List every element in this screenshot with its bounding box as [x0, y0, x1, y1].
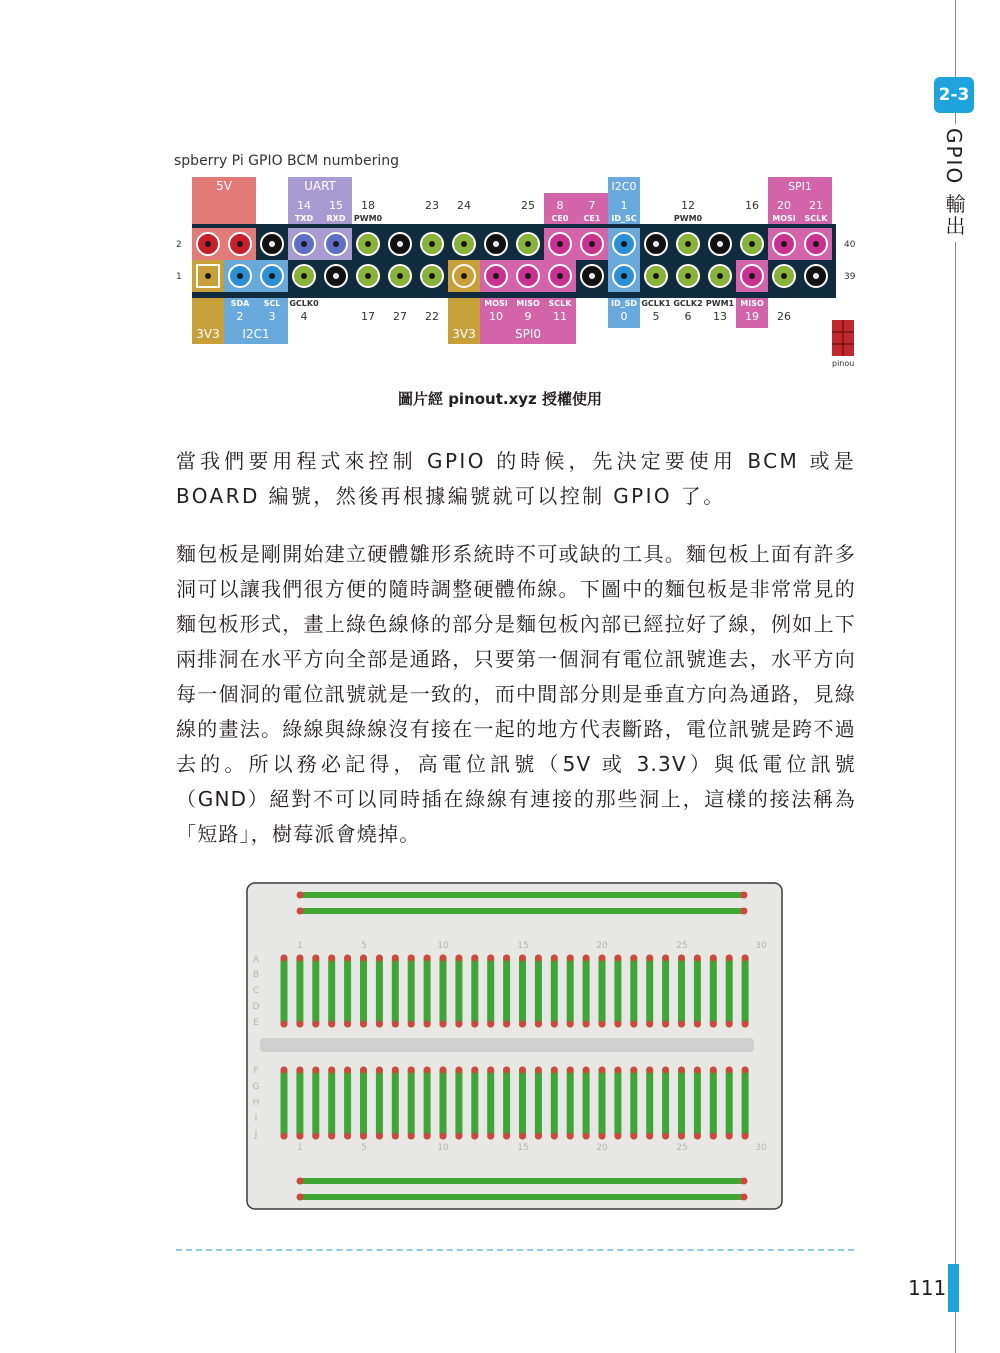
- terminal-end-hole: [360, 1067, 367, 1074]
- terminal-end-hole: [583, 1021, 590, 1028]
- terminal-end-hole: [392, 1021, 399, 1028]
- terminal-end-hole: [408, 1067, 415, 1074]
- rail-end-hole: [297, 1194, 304, 1201]
- row-letter: H: [252, 1098, 260, 1108]
- terminal-end-hole: [535, 1133, 542, 1140]
- terminal-end-hole: [742, 955, 749, 962]
- col-num-top: 30: [755, 941, 767, 951]
- rail-end-hole: [297, 1178, 304, 1185]
- terminal-end-hole: [392, 1067, 399, 1074]
- terminal-end-hole: [519, 1133, 526, 1140]
- gpio-pin-hole: [717, 273, 723, 279]
- col-num-bottom: 10: [437, 1143, 449, 1153]
- col-num-bottom: 1: [297, 1143, 303, 1153]
- gpio-pin-hole: [301, 241, 307, 247]
- pinout-logo-text: pinou: [832, 359, 855, 368]
- terminal-end-hole: [646, 1021, 653, 1028]
- rail-end-hole: [741, 1178, 748, 1185]
- top-num: 12: [681, 199, 695, 212]
- gpio-pin-hole: [653, 241, 659, 247]
- col-num-bottom: 30: [755, 1143, 767, 1153]
- col-num-top: 15: [517, 941, 529, 951]
- footer-dashed-rule: [176, 1249, 854, 1251]
- terminal-end-hole: [567, 1067, 574, 1074]
- terminal-end-hole: [296, 1133, 303, 1140]
- top-func: ID_SC: [611, 214, 637, 223]
- terminal-end-hole: [440, 955, 447, 962]
- bottom-func: SCL: [263, 299, 281, 308]
- col-num-bottom: 25: [676, 1143, 688, 1153]
- gpio-pin-hole: [461, 273, 467, 279]
- gpio-pin-hole: [429, 241, 435, 247]
- terminal-end-hole: [424, 1021, 431, 1028]
- row-letter: J: [254, 1130, 258, 1140]
- terminal-end-hole: [408, 1133, 415, 1140]
- gpio-pin-hole: [397, 273, 403, 279]
- label-3v3-a: 3V3: [196, 327, 220, 341]
- terminal-end-hole: [440, 1021, 447, 1028]
- terminal-end-hole: [678, 1067, 685, 1074]
- top-func: PWM0: [673, 214, 703, 223]
- terminal-end-hole: [376, 1021, 383, 1028]
- terminal-end-hole: [710, 955, 717, 962]
- breadboard-figure: [246, 882, 784, 1212]
- terminal-end-hole: [360, 1133, 367, 1140]
- bottom-func: SCLK: [548, 299, 572, 308]
- bottom-num: 0: [620, 310, 628, 323]
- terminal-end-hole: [281, 1067, 288, 1074]
- terminal-end-hole: [599, 955, 606, 962]
- bottom-num: 11: [553, 310, 567, 323]
- terminal-end-hole: [471, 1067, 478, 1074]
- gpio-pin-hole: [589, 241, 595, 247]
- terminal-end-hole: [296, 1021, 303, 1028]
- terminal-end-hole: [551, 1067, 558, 1074]
- terminal-end-hole: [662, 1067, 669, 1074]
- page-marker: [948, 1264, 959, 1312]
- gpio-pin-hole: [525, 241, 531, 247]
- gpio-pin-hole: [781, 273, 787, 279]
- terminal-end-hole: [694, 1067, 701, 1074]
- rail-end-hole: [297, 908, 304, 915]
- gpio-pin-hole: [365, 273, 371, 279]
- gpio-pin-hole: [493, 241, 499, 247]
- rail-end-hole: [297, 892, 304, 899]
- terminal-end-hole: [583, 1133, 590, 1140]
- pin-label-40: 40: [844, 240, 856, 250]
- top-num: 15: [329, 199, 343, 212]
- label-spi0: SPI0: [514, 327, 542, 341]
- top-func: SCLK: [804, 214, 828, 223]
- terminal-end-hole: [726, 1133, 733, 1140]
- gpio-pin-hole: [461, 241, 467, 247]
- terminal-end-hole: [535, 1067, 542, 1074]
- terminal-end-hole: [599, 1067, 606, 1074]
- gpio-pin-hole: [749, 273, 755, 279]
- top-num: 8: [556, 199, 564, 212]
- top-func: TXD: [294, 214, 314, 223]
- chapter-title: GPIO 輸出: [940, 124, 969, 242]
- terminal-end-hole: [281, 1133, 288, 1140]
- terminal-end-hole: [376, 1133, 383, 1140]
- gpio-pin-hole: [813, 273, 819, 279]
- top-num: 14: [297, 199, 311, 212]
- terminal-end-hole: [694, 1133, 701, 1140]
- row-letter: F: [253, 1066, 259, 1076]
- gpio-pin-hole: [397, 241, 403, 247]
- row-letter: B: [252, 970, 260, 980]
- terminal-end-hole: [742, 1133, 749, 1140]
- terminal-end-hole: [583, 955, 590, 962]
- terminal-end-hole: [408, 955, 415, 962]
- bottom-num: 9: [524, 310, 532, 323]
- gpio-pin-hole: [621, 273, 627, 279]
- paragraph-gpio: 當我們要用程式來控制 GPIO 的時候，先決定要使用 BCM 或是 BOARD 編號，然後再根據編號就可以控制 GPIO 了。: [176, 449, 856, 508]
- label-i2c1: I2C1: [242, 327, 270, 341]
- terminal-end-hole: [710, 1021, 717, 1028]
- terminal-end-hole: [281, 1021, 288, 1028]
- gpio-pin-hole: [557, 273, 563, 279]
- col-num-top: 5: [361, 941, 367, 951]
- gpio-pin-hole: [237, 273, 243, 279]
- pin-label-2: 2: [176, 240, 182, 250]
- terminal-end-hole: [742, 1021, 749, 1028]
- terminal-end-hole: [360, 955, 367, 962]
- terminal-end-hole: [614, 1067, 621, 1074]
- terminal-end-hole: [328, 1021, 335, 1028]
- terminal-end-hole: [503, 955, 510, 962]
- terminal-end-hole: [503, 1133, 510, 1140]
- terminal-end-hole: [614, 955, 621, 962]
- gpio-pin-hole: [813, 241, 819, 247]
- top-num: 18: [361, 199, 375, 212]
- terminal-end-hole: [614, 1021, 621, 1028]
- terminal-end-hole: [487, 955, 494, 962]
- terminal-end-hole: [487, 1021, 494, 1028]
- terminal-end-hole: [519, 1067, 526, 1074]
- terminal-end-hole: [344, 1067, 351, 1074]
- top-num: 21: [809, 199, 823, 212]
- bottom-func: MISO: [516, 299, 540, 308]
- gpio-pin-hole: [685, 273, 691, 279]
- terminal-end-hole: [376, 955, 383, 962]
- terminal-end-hole: [710, 1067, 717, 1074]
- terminal-end-hole: [519, 1021, 526, 1028]
- terminal-end-hole: [455, 1133, 462, 1140]
- gpio-pin-hole: [557, 241, 563, 247]
- terminal-end-hole: [726, 1067, 733, 1074]
- gpio-pin-hole: [365, 241, 371, 247]
- terminal-end-hole: [440, 1067, 447, 1074]
- top-num: 7: [588, 199, 596, 212]
- terminal-end-hole: [646, 1133, 653, 1140]
- terminal-end-hole: [551, 1133, 558, 1140]
- page-number: 111: [908, 1276, 947, 1300]
- label-uart: UART: [304, 179, 336, 193]
- bottom-num: 17: [361, 310, 375, 323]
- terminal-end-hole: [583, 1067, 590, 1074]
- pinout-title: spberry Pi GPIO BCM numbering: [174, 153, 399, 169]
- bottom-num: 3: [268, 310, 276, 323]
- gpio-pin-hole: [717, 241, 723, 247]
- top-num: 23: [425, 199, 439, 212]
- bottom-num: 2: [236, 310, 244, 323]
- bottom-func: GCLK1: [641, 299, 671, 308]
- label-i2c0: I2C0: [611, 180, 637, 193]
- terminal-end-hole: [694, 955, 701, 962]
- terminal-end-hole: [312, 1021, 319, 1028]
- gpio-pin-hole: [653, 273, 659, 279]
- terminal-end-hole: [296, 1067, 303, 1074]
- gpio-pin-hole: [621, 241, 627, 247]
- terminal-end-hole: [312, 1133, 319, 1140]
- terminal-end-hole: [630, 1021, 637, 1028]
- bottom-num: 5: [652, 310, 660, 323]
- terminal-end-hole: [599, 1021, 606, 1028]
- top-num: 25: [521, 199, 535, 212]
- pin-label-39: 39: [844, 272, 856, 282]
- gpio-pin-hole: [589, 273, 595, 279]
- terminal-end-hole: [344, 1133, 351, 1140]
- top-num: 20: [777, 199, 791, 212]
- rail-end-hole: [741, 892, 748, 899]
- terminal-end-hole: [678, 1133, 685, 1140]
- top-func: RXD: [326, 214, 346, 223]
- terminal-end-hole: [678, 1021, 685, 1028]
- gpio-pin-hole: [429, 273, 435, 279]
- label-3v3-b: 3V3: [452, 327, 476, 341]
- rail-end-hole: [741, 1194, 748, 1201]
- row-letter: E: [253, 1018, 259, 1028]
- terminal-end-hole: [424, 1067, 431, 1074]
- gpio-pin-hole: [749, 241, 755, 247]
- terminal-end-hole: [455, 1067, 462, 1074]
- terminal-end-hole: [630, 1067, 637, 1074]
- breadboard-center-channel: [260, 1038, 754, 1052]
- terminal-end-hole: [424, 1133, 431, 1140]
- terminal-end-hole: [328, 955, 335, 962]
- gpio-pin-hole: [493, 273, 499, 279]
- top-num: 24: [457, 199, 471, 212]
- terminal-end-hole: [455, 955, 462, 962]
- row-letter: D: [252, 1002, 260, 1012]
- bottom-func: GCLK2: [673, 299, 703, 308]
- terminal-end-hole: [614, 1133, 621, 1140]
- rail-end-hole: [741, 908, 748, 915]
- terminal-end-hole: [376, 1067, 383, 1074]
- gpio-pin-hole: [269, 273, 275, 279]
- gpio-pin-hole: [333, 273, 339, 279]
- col-num-top: 10: [437, 941, 449, 951]
- col-num-top: 20: [596, 941, 608, 951]
- terminal-end-hole: [344, 955, 351, 962]
- row-letter: C: [252, 986, 260, 996]
- terminal-end-hole: [312, 1067, 319, 1074]
- terminal-end-hole: [662, 1133, 669, 1140]
- row-letter: G: [252, 1082, 260, 1092]
- terminal-end-hole: [487, 1067, 494, 1074]
- terminal-end-hole: [726, 1021, 733, 1028]
- terminal-end-hole: [630, 955, 637, 962]
- terminal-end-hole: [360, 1021, 367, 1028]
- bottom-func: PWM1: [705, 299, 735, 308]
- top-func: CE0: [551, 214, 569, 223]
- bottom-num: 13: [713, 310, 727, 323]
- chapter-badge: 2-3: [934, 77, 974, 113]
- row-letter: A: [252, 955, 260, 965]
- bottom-num: 6: [684, 310, 692, 323]
- top-func: MOSI: [772, 214, 796, 223]
- gpio-pin-hole: [525, 273, 531, 279]
- terminal-end-hole: [662, 1021, 669, 1028]
- top-func: PWM0: [353, 214, 383, 223]
- terminal-end-hole: [440, 1133, 447, 1140]
- terminal-end-hole: [408, 1021, 415, 1028]
- gpio-pin-hole: [333, 241, 339, 247]
- row-letter: I: [254, 1114, 258, 1124]
- gpio-pin-hole: [269, 241, 275, 247]
- terminal-end-hole: [424, 955, 431, 962]
- terminal-end-hole: [694, 1021, 701, 1028]
- top-num: 1: [620, 199, 628, 212]
- bottom-func: ID_SD: [610, 299, 638, 308]
- terminal-end-hole: [296, 955, 303, 962]
- col-num-top: 25: [676, 941, 688, 951]
- terminal-end-hole: [392, 955, 399, 962]
- top-func: CE1: [583, 214, 601, 223]
- pin-label-1: 1: [176, 272, 182, 282]
- bottom-func: MISO: [740, 299, 764, 308]
- top-num: 16: [745, 199, 759, 212]
- col-num-bottom: 20: [596, 1143, 608, 1153]
- terminal-end-hole: [599, 1133, 606, 1140]
- terminal-end-hole: [646, 1067, 653, 1074]
- bottom-num: 19: [745, 310, 759, 323]
- terminal-end-hole: [328, 1133, 335, 1140]
- terminal-end-hole: [455, 1021, 462, 1028]
- bottom-func: SDA: [230, 299, 250, 308]
- bottom-func: GCLK0: [289, 299, 319, 308]
- terminal-end-hole: [503, 1021, 510, 1028]
- figure-caption: 圖片經 pinout.xyz 授權使用: [397, 390, 603, 408]
- terminal-end-hole: [328, 1067, 335, 1074]
- terminal-end-hole: [281, 955, 288, 962]
- terminal-end-hole: [471, 955, 478, 962]
- terminal-end-hole: [551, 955, 558, 962]
- terminal-end-hole: [726, 955, 733, 962]
- gpio-pin-hole: [205, 273, 211, 279]
- gpio-pin-hole: [781, 241, 787, 247]
- bottom-num: 27: [393, 310, 407, 323]
- col-num-bottom: 15: [517, 1143, 529, 1153]
- terminal-end-hole: [471, 1133, 478, 1140]
- terminal-end-hole: [551, 1021, 558, 1028]
- terminal-end-hole: [312, 955, 319, 962]
- terminal-end-hole: [630, 1133, 637, 1140]
- terminal-end-hole: [471, 1021, 478, 1028]
- terminal-end-hole: [646, 955, 653, 962]
- terminal-end-hole: [678, 955, 685, 962]
- gpio-pinout-figure: [170, 148, 860, 370]
- terminal-end-hole: [710, 1133, 717, 1140]
- gpio-pin-hole: [301, 273, 307, 279]
- gpio-pin-hole: [685, 241, 691, 247]
- bottom-num: 22: [425, 310, 439, 323]
- terminal-end-hole: [392, 1133, 399, 1140]
- bottom-func: MOSI: [484, 299, 508, 308]
- terminal-end-hole: [742, 1067, 749, 1074]
- terminal-end-hole: [662, 955, 669, 962]
- pinout-logo-icon: [832, 320, 854, 356]
- col-num-bottom: 5: [361, 1143, 367, 1153]
- bottom-num: 4: [300, 310, 308, 323]
- terminal-end-hole: [503, 1067, 510, 1074]
- col-num-top: 1: [297, 941, 303, 951]
- bottom-num: 26: [777, 310, 791, 323]
- terminal-end-hole: [567, 955, 574, 962]
- terminal-end-hole: [487, 1133, 494, 1140]
- terminal-end-hole: [567, 1021, 574, 1028]
- bottom-num: 10: [489, 310, 503, 323]
- gpio-pin-hole: [237, 241, 243, 247]
- terminal-end-hole: [344, 1021, 351, 1028]
- terminal-end-hole: [535, 1021, 542, 1028]
- terminal-end-hole: [535, 955, 542, 962]
- terminal-end-hole: [519, 955, 526, 962]
- paragraph-breadboard: 麵包板是剛開始建立硬體雛形系統時不可或缺的工具。麵包板上面有許多洞可以讓我們很方便的隨時調整硬體佈線。下圖中的麵包板是非常常見的麵包板形式，畫上綠色線條的部分是麵包板內部已經拉好了線，例如上下兩排洞在水平方向全部是通路，只要第一個洞有電位訊號進去，水平方向每一個洞的電位訊號就是一致的，而中間部分則是垂直方向為通路，見綠線的畫法。綠線與綠線沒有接在一起的地方代表斷路，電位訊號是跨不過去的。所以務必記得，高電位訊號（5V 或 3.3V）與低電位訊號（GND）絕對不可以同時插在綠線有連接的那些洞上，這樣的接法稱為「短路」，樹莓派會燒掉。: [176, 542, 856, 846]
- label-5v: 5V: [216, 179, 232, 193]
- gpio-pin-hole: [205, 241, 211, 247]
- terminal-end-hole: [567, 1133, 574, 1140]
- label-spi1: SPI1: [788, 180, 812, 193]
